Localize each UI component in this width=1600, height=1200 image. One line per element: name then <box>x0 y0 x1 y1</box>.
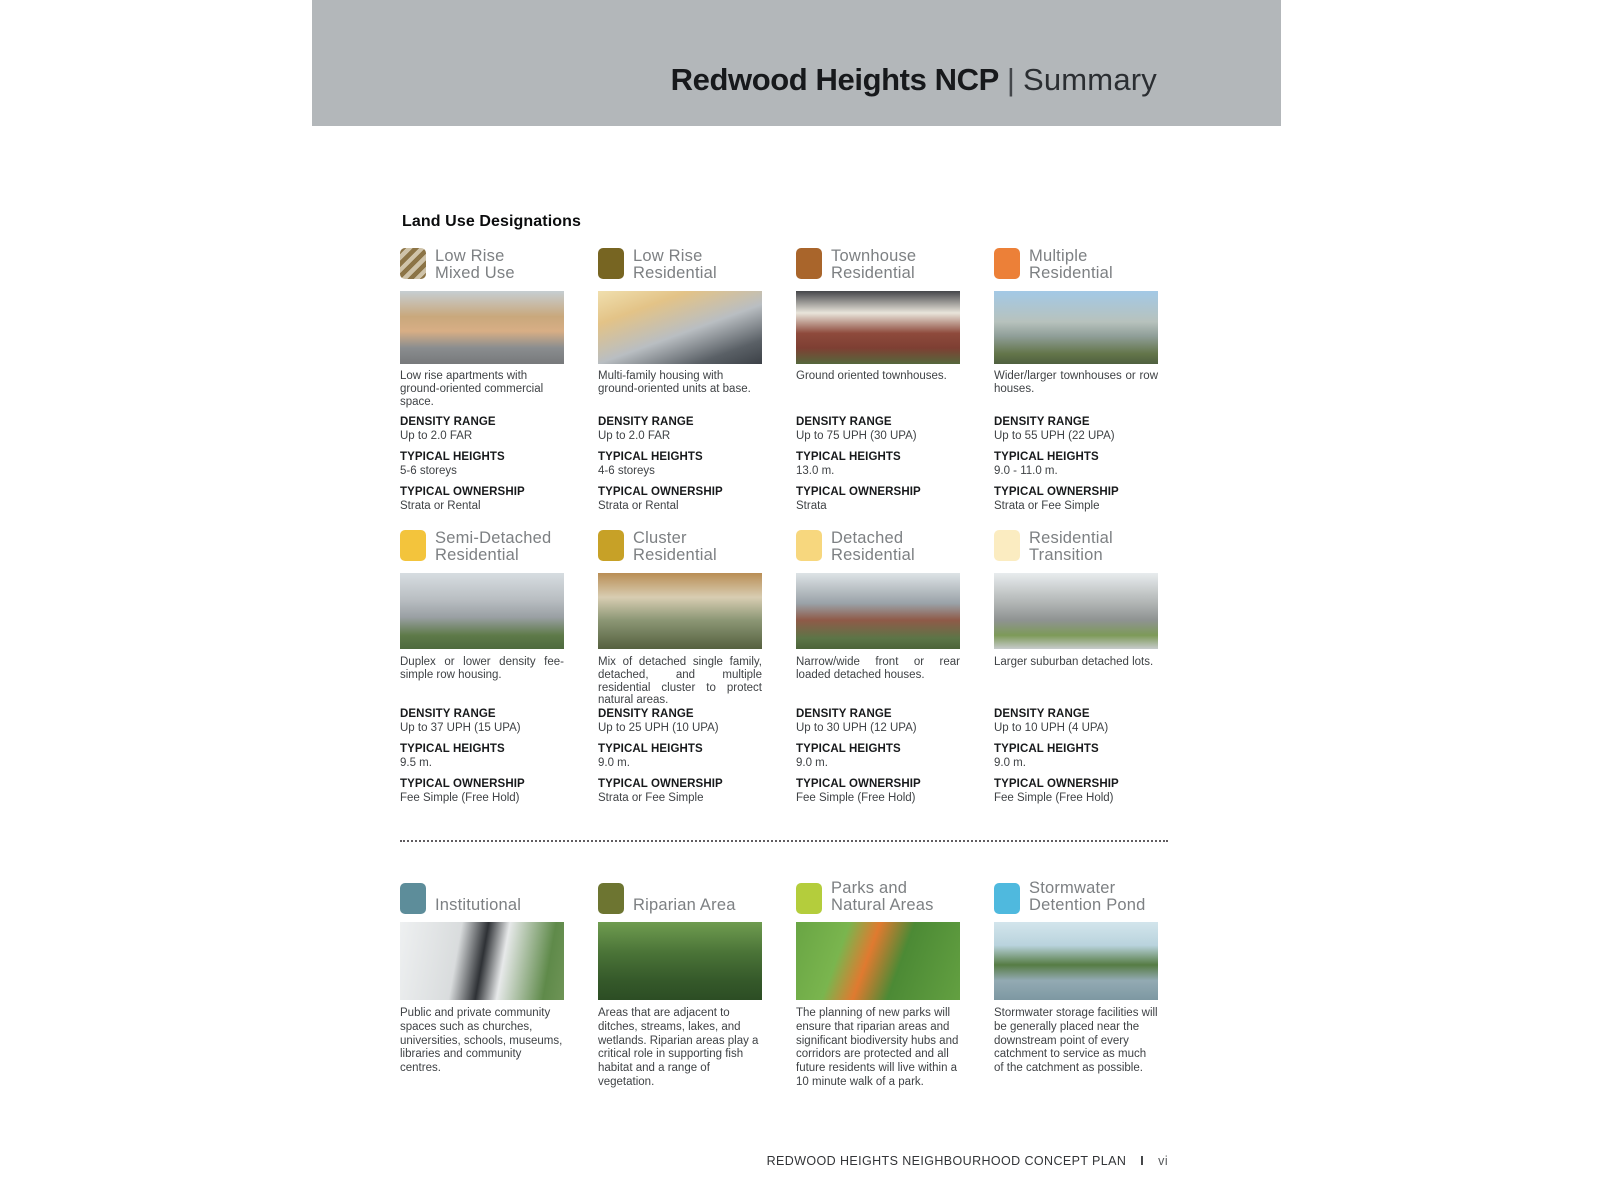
typical-ownership-value: Strata or Fee Simple <box>598 792 704 804</box>
land-use-row-1 <box>400 248 1190 512</box>
swatch-detached-residential <box>796 530 822 561</box>
typical-heights-label: TYPICAL HEIGHTS <box>796 451 901 463</box>
density-range-label: DENSITY RANGE <box>400 416 496 428</box>
swatch-parks-natural-areas <box>796 883 822 914</box>
section-title: Land Use Designations <box>402 213 582 231</box>
card-low-rise-residential <box>598 248 762 512</box>
photo-parks-natural-areas <box>796 922 960 1000</box>
card-detached-residential <box>796 530 960 804</box>
typical-ownership-value: Strata or Rental <box>598 500 679 512</box>
land-use-details <box>400 708 564 804</box>
typical-ownership-label: TYPICAL OWNERSHIP <box>994 486 1119 498</box>
land-use-title: Riparian Area <box>633 896 736 914</box>
photo-stormwater-detention-pond <box>994 922 1158 1000</box>
land-use-description: The planning of new parks will ensure that riparian areas and significant biodiversity hubs and corridors are protected and all future residents will live within a 10 minute walk of a park. <box>796 1007 959 1088</box>
land-use-details <box>598 708 762 804</box>
land-use-description: Wider/larger townhouses or row houses. <box>994 370 1158 395</box>
card-low-rise-mixed-use <box>400 248 564 512</box>
density-range-value: Up to 2.0 FAR <box>400 430 473 442</box>
page-number: vi <box>1158 1154 1168 1168</box>
land-use-details <box>598 416 762 512</box>
swatch-stormwater-detention-pond <box>994 883 1020 914</box>
swatch-low-rise-mixed-use <box>400 248 426 279</box>
footer-title: REDWOOD HEIGHTS NEIGHBOURHOOD CONCEPT PLAN <box>766 1154 1127 1168</box>
density-range-value: Up to 30 UPH (12 UPA) <box>796 722 917 734</box>
land-use-details <box>796 708 960 804</box>
density-range-value: Up to 55 UPH (22 UPA) <box>994 430 1115 442</box>
typical-heights-value: 9.0 m. <box>796 757 828 769</box>
typical-heights-label: TYPICAL HEIGHTS <box>598 451 703 463</box>
title-separator: | <box>1006 62 1015 97</box>
density-range-value: Up to 37 UPH (15 UPA) <box>400 722 521 734</box>
land-use-title: Low Rise Mixed Use <box>435 247 515 282</box>
typical-ownership-label: TYPICAL OWNERSHIP <box>994 778 1119 790</box>
land-use-description: Multi-family housing with ground-oriented units at base. <box>598 370 751 395</box>
swatch-cluster-residential <box>598 530 624 561</box>
photo-detached-residential <box>796 573 960 649</box>
photo-semi-detached-residential <box>400 573 564 649</box>
page-title-bold: Redwood Heights NCP <box>670 62 999 97</box>
land-use-description: Mix of detached single family, detached, and multiple residential cluster to protect natural areas. <box>598 656 762 707</box>
density-range-label: DENSITY RANGE <box>994 416 1090 428</box>
land-use-title: Cluster Residential <box>633 529 717 564</box>
swatch-residential-transition <box>994 530 1020 561</box>
typical-ownership-label: TYPICAL OWNERSHIP <box>796 486 921 498</box>
photo-townhouse-residential <box>796 291 960 364</box>
land-use-description: Areas that are adjacent to ditches, streams, lakes, and wetlands. Riparian areas play a critical role in supporting fish habitat and a range of vegetation. <box>598 1007 759 1088</box>
land-use-title: Residential Transition <box>1029 529 1113 564</box>
density-range-label: DENSITY RANGE <box>598 708 694 720</box>
land-use-title: Low Rise Residential <box>633 247 717 282</box>
card-stormwater-detention-pond <box>994 880 1158 1090</box>
land-use-details <box>796 416 960 512</box>
typical-ownership-value: Fee Simple (Free Hold) <box>994 792 1114 804</box>
land-use-details <box>994 708 1158 804</box>
typical-ownership-value: Strata or Fee Simple <box>994 500 1100 512</box>
land-use-description: Larger suburban detached lots. <box>994 656 1154 668</box>
density-range-value: Up to 2.0 FAR <box>598 430 671 442</box>
density-range-value: Up to 25 UPH (10 UPA) <box>598 722 719 734</box>
photo-institutional <box>400 922 564 1000</box>
land-use-description: Public and private community spaces such as churches, universities, schools, museums, libraries and community centres. <box>400 1007 563 1075</box>
land-use-title: Townhouse Residential <box>831 247 917 282</box>
typical-ownership-label: TYPICAL OWNERSHIP <box>598 778 723 790</box>
photo-low-rise-mixed-use <box>400 291 564 364</box>
typical-ownership-value: Fee Simple (Free Hold) <box>796 792 916 804</box>
typical-heights-value: 9.5 m. <box>400 757 432 769</box>
card-residential-transition <box>994 530 1158 804</box>
land-use-details <box>400 416 564 512</box>
density-range-label: DENSITY RANGE <box>796 416 892 428</box>
page-title <box>312 62 1157 98</box>
swatch-semi-detached-residential <box>400 530 426 561</box>
photo-riparian-area <box>598 922 762 1000</box>
typical-ownership-value: Fee Simple (Free Hold) <box>400 792 520 804</box>
swatch-multiple-residential <box>994 248 1020 279</box>
typical-ownership-label: TYPICAL OWNERSHIP <box>400 486 525 498</box>
density-range-label: DENSITY RANGE <box>598 416 694 428</box>
land-use-title: Detached Residential <box>831 529 915 564</box>
card-parks-natural-areas <box>796 880 960 1090</box>
page-title-light: Summary <box>1022 62 1157 97</box>
swatch-riparian-area <box>598 883 624 914</box>
land-use-description: Ground oriented townhouses. <box>796 370 947 382</box>
typical-ownership-label: TYPICAL OWNERSHIP <box>598 486 723 498</box>
typical-heights-value: 9.0 m. <box>994 757 1026 769</box>
typical-ownership-label: TYPICAL OWNERSHIP <box>400 778 525 790</box>
typical-heights-value: 5-6 storeys <box>400 465 457 477</box>
typical-heights-value: 13.0 m. <box>796 465 835 477</box>
dotted-divider <box>400 840 1168 842</box>
typical-heights-label: TYPICAL HEIGHTS <box>994 451 1099 463</box>
typical-heights-value: 4-6 storeys <box>598 465 655 477</box>
header-band <box>312 0 1281 126</box>
typical-heights-label: TYPICAL HEIGHTS <box>796 743 901 755</box>
density-range-label: DENSITY RANGE <box>994 708 1090 720</box>
land-use-description: Low rise apartments with ground-oriented commercial space. <box>400 370 544 408</box>
card-semi-detached-residential <box>400 530 564 804</box>
land-use-title: Institutional <box>435 896 522 914</box>
land-use-title: Stormwater Detention Pond <box>1029 879 1146 914</box>
land-use-row-2 <box>400 530 1190 804</box>
typical-heights-label: TYPICAL HEIGHTS <box>400 451 505 463</box>
photo-low-rise-residential <box>598 291 762 364</box>
typical-ownership-value: Strata <box>796 500 827 512</box>
land-use-description: Stormwater storage facilities will be generally placed near the downstream point of every catchment to service as much of the catchment as possible. <box>994 1007 1158 1075</box>
card-multiple-residential <box>994 248 1158 512</box>
page-footer <box>767 1154 1168 1168</box>
swatch-low-rise-residential <box>598 248 624 279</box>
typical-ownership-label: TYPICAL OWNERSHIP <box>796 778 921 790</box>
land-use-description: Narrow/wide front or rear loaded detached houses. <box>796 656 960 681</box>
photo-multiple-residential <box>994 291 1158 364</box>
card-institutional <box>400 880 564 1090</box>
land-use-title: Semi-Detached Residential <box>435 529 552 564</box>
card-riparian-area <box>598 880 762 1090</box>
land-use-row-3 <box>400 880 1190 1090</box>
land-use-description: Duplex or lower density fee-simple row housing. <box>400 656 564 681</box>
land-use-title: Multiple Residential <box>1029 247 1113 282</box>
swatch-townhouse-residential <box>796 248 822 279</box>
typical-heights-label: TYPICAL HEIGHTS <box>400 743 505 755</box>
photo-residential-transition <box>994 573 1158 649</box>
typical-heights-label: TYPICAL HEIGHTS <box>598 743 703 755</box>
photo-cluster-residential <box>598 573 762 649</box>
typical-heights-value: 9.0 - 11.0 m. <box>994 465 1058 477</box>
density-range-value: Up to 75 UPH (30 UPA) <box>796 430 917 442</box>
density-range-value: Up to 10 UPH (4 UPA) <box>994 722 1109 734</box>
land-use-title: Parks and Natural Areas <box>831 879 934 914</box>
card-cluster-residential <box>598 530 762 804</box>
density-range-label: DENSITY RANGE <box>796 708 892 720</box>
typical-heights-value: 9.0 m. <box>598 757 630 769</box>
swatch-institutional <box>400 883 426 914</box>
card-townhouse-residential <box>796 248 960 512</box>
footer-separator: I <box>1140 1154 1145 1168</box>
density-range-label: DENSITY RANGE <box>400 708 496 720</box>
land-use-details <box>994 416 1158 512</box>
typical-heights-label: TYPICAL HEIGHTS <box>994 743 1099 755</box>
typical-ownership-value: Strata or Rental <box>400 500 481 512</box>
